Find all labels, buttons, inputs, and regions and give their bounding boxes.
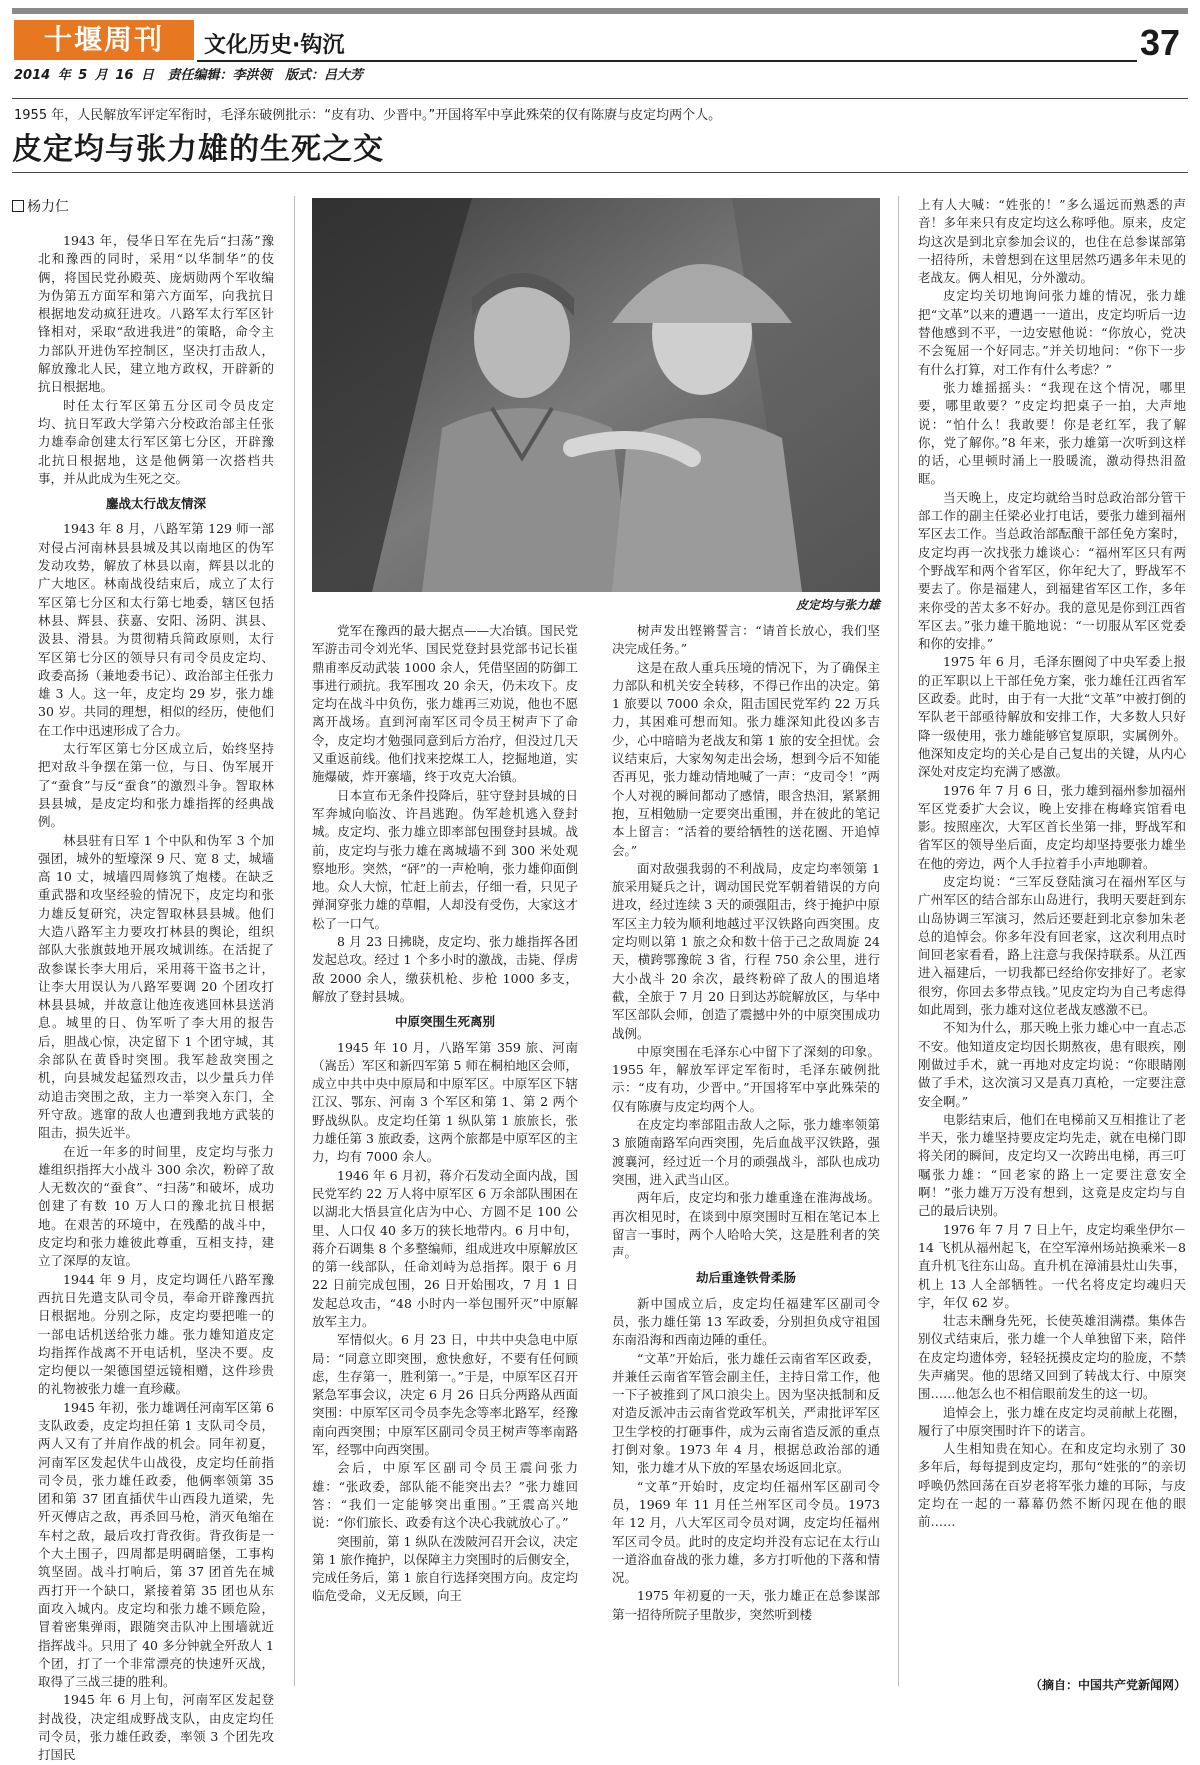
masthead-bar [12, 8, 1188, 14]
subheading: 劫后重逢铁骨柔肠 [695, 1270, 796, 1286]
kicker: 1955 年，人民解放军评定军衔时，毛泽东破例批示：“皮有功、少晋中。”开国将军中享此殊荣的仅有陈赓与皮定均两个人。 [14, 108, 722, 123]
paragraph: 中原突围在毛泽东心中留下了深刻的印象。1955 年，解放军评定军衔时，毛泽东破例批示：“皮有功，少晋中。”开国将军中享此殊荣的仅有陈赓与皮定均两个人。 [612, 1043, 880, 1114]
paragraph: 当天晚上，皮定均就给当时总政治部分管干部工作的副主任梁必业打电话，要张力雄到福州军区去工作。当总政治部酝酿干部任免方案时，皮定均再一次找张力雄谈心：“福州军区只有两个野战军和两个省军区，你年纪大了，野战军不要去了。你是福建人，到福建省军区工作，多年来你受的苦太多不好办。我的意见是你到江西省军区去。”张力雄干脆地说：“一切服从军区党委和你的安排。” [918, 489, 1186, 652]
subheading: 中原突围生死离别 [394, 1014, 495, 1030]
article-column-4 [918, 196, 1186, 1670]
paragraph: 党军在豫西的最大据点——大冶镇。国民党军游击司令刘光华、国民党登封县党部书记长崔鼎甫率反动武装 1000 余人，凭借坚固的防御工事进行顽抗。我军围攻 20 余天，仍未攻下。皮定均在战斗中负伤，张力雄再三劝说，他也不愿离开战场。直到河南军区司令员王树声下了命令，皮定均才勉强同意到后方治疗，但没过几天又重返前线。他们找来挖煤工人，挖掘地道，实施爆破，炸开寨墙，终于攻克大冶镇。 [312, 623, 578, 785]
paragraph: 在近一年多的时间里，皮定均与张力雄组织指挥大小战斗 300 余次，粉碎了敌人无数次的“蚕食”、“扫荡”和破坏，成功创建了有数 10 万人口的豫北抗日根据地。在艰苦的环境中，在残酷的战斗中，皮定均和张力雄彼此尊重，互相支持，建立了深厚的友谊。 [38, 1143, 274, 1269]
column-divider [294, 196, 295, 1686]
paragraph: “文革”开始时，皮定均任福州军区副司令员，1969 年 11 月任兰州军区司令员。1973 年 12 月，八大军区司令员对调，皮定均任福州军区司令员。此时的皮定均并没有忘记在太行山一道浴血奋战的张力雄，多方打听他的下落和情况。 [612, 1478, 880, 1586]
section-title: 文化历史·钩沉 [204, 33, 345, 58]
subheading: 鏖战太行战友情深 [105, 496, 206, 512]
issue-date: 2014 年 5 月 16 日 [14, 68, 154, 83]
paragraph: 1975 年初夏的一天，张力雄正在总参谋部第一招待所院子里散步，突然听到楼 [612, 1588, 880, 1622]
column-divider [898, 196, 899, 1686]
paragraph: 皮定均说：“三军反登陆演习在福州军区与广州军区的结合部东山岛进行，我明天要赶到东山岛协调三军演习，然后还要赶到北京参加朱老总的追悼会。你多年没有回老家，这次利用点时间回老家看看，路上注意与我保持联系。从江西进入福建后，一切我都已经给你安排好了。老家很穷，你回去多带点钱。”见皮定均为自己考虑得如此周到，张力雄对这位老战友感激不已。 [918, 873, 1186, 1018]
divider [12, 172, 1188, 173]
paragraph: 林县驻有日军 1 个中队和伪军 3 个加强团，城外的堑壕深 9 尺、宽 8 丈，城墙高 10 丈，城墙四周修筑了炮楼。在缺乏重武器和攻坚经验的情况下，皮定均和张力雄反复研究，决定智取林县县城。他们大造八路军主力要攻打林县的舆论，组织部队大张旗鼓地开展攻城训练。在活捉了敌参谋长李大用后，采用蒋干盗书之计，让李大用误认为八路军要调 20 个团攻打林县县城，并故意让他连夜逃回林县送消息。城里的日、伪军听了李大用的报告后，胆战心惊，决定留下 1 个团守城，其余部队在黄昏时突围。我军趁敌突围之机，向县城发起猛烈攻击，以少量兵力佯动追击突围之敌，主力一举突入东门，全歼守敌。逃窜的敌人也遭到我地方武装的阻击，损失近半。 [38, 832, 274, 1141]
paragraph: 太行军区第七分区成立后，始终坚持把对敌斗争摆在第一位，与日、伪军展开了“蚕食”与反“蚕食”的激烈斗争。智取林县县城，是皮定均和张力雄指挥的经典战例。 [38, 741, 274, 830]
divider [12, 98, 1188, 99]
paragraph: 1976 年 7 月 7 日上午，皮定均乘坐伊尔－14 飞机从福州起飞，在空军漳州场站换乘米－8 直升机飞往东山岛。直升机在漳浦县灶山失事，机上 13 人全部牺牲。一代名将皮定均魂归天宇，年仅 62 岁。 [918, 1221, 1186, 1310]
paragraph: “文革”开始后，张力雄任云南省军区政委，并兼任云南省军管会副主任，主持日常工作，他一下子被推到了风口浪尖上。因为坚决抵制和反对造反派冲击云南省党政军机关，严肃批评军区卫生学校的打砸事件，成为云南省造反派的重点打倒对象。1973 年 4 月，根据总政治部的通知，张力雄才从下放的军垦农场返回北京。 [612, 1350, 880, 1476]
newspaper-brand: 十堰周刊 [14, 20, 194, 60]
masthead-rule [197, 60, 1137, 62]
paragraph: 1943 年 8 月，八路军第 129 师一部对侵占河南林县县城及其以南地区的伪军发动攻势，解放了林县以南，辉县以北的广大地区。林南战役结束后，成立了太行军区第七分区和太行第七地委，辖区包括林县、辉县、获嘉、安阳、汤阴、淇县、汲县、滑县。为贯彻精兵简政原则，太行军区第七分区的领导只有司令员皮定均、政委高扬（兼地委书记）、政治部主任张力雄 3 人。这一年，皮定均 29 岁，张力雄 30 岁。共同的理想，相似的经历，使他们在工作中迅速形成了合力。 [38, 521, 274, 738]
paragraph: 会后，中原军区副司令员王震问张力雄：“张政委，部队能不能突出去？”张力雄回答：“我们一定能够突出重围。”王震高兴地说：“你们旅长、政委有这个决心我就放心了。” [312, 1460, 578, 1531]
source-credit: （摘自：中国共产党新闻网） [1029, 1678, 1186, 1692]
paragraph: 人生相知贵在知心。在和皮定均永别了 30 多年后，每每提到皮定均，那句“姓张的”的亲切呼唤仍然回荡在百岁老将军张力雄的耳际，与皮定均在一起的一幕幕仍然不断闪现在他的眼前…… [918, 1441, 1186, 1530]
paragraph: 不知为什么，那天晚上张力雄心中一直忐忑不安。他知道皮定均因长期熬夜，患有眼疾，刚刚做过手术，就一再地对皮定均说：“你眼睛刚做了手术，这次演习又是真刀真枪，一定要注意安全啊。” [918, 1020, 1186, 1109]
masthead [12, 8, 1188, 83]
paragraph: 面对敌强我弱的不利战局，皮定均率领第 1 旅采用疑兵之计，调动国民党军朝着错误的方向进攻，经过连续 3 天的顽强阻击，终于掩护中原军区主力较为顺利地越过平汉铁路向西突围。皮定均则以第 1 旅之众和数十倍于己之敌周旋 24 天，横跨鄂豫皖 3 省，行程 750 余公里，进行大小战斗 20 余次，最终粉碎了敌人的围追堵截，全旅于 7 月 20 日到达苏皖解放区，与华中军区部队会师，创造了震撼中外的中原突围成功战例。 [612, 860, 880, 1041]
paragraph: 在皮定均率部阻击敌人之际，张力雄率领第 3 旅随南路军向西突围，先后血战平汉铁路，强渡襄河，经过近一个月的顽强战斗，部队也成功突围，进入武当山区。 [612, 1117, 880, 1187]
page-number: 37 [1139, 22, 1180, 63]
paragraph: 电影结束后，他们在电梯前又互相推让了老半天，张力雄坚持要皮定均先走，就在电梯门即将关闭的瞬间，皮定均又一次跨出电梯，再三叮嘱张力雄：“回老家的路上一定要注意安全啊！”张力雄万万没有想到，这竟是皮定均与自己的最后诀别。 [918, 1111, 1186, 1219]
paragraph: 追悼会上，张力雄在皮定均灵前献上花圈，履行了中原突围时许下的诺言。 [918, 1404, 1186, 1438]
paragraph: 树声发出铿锵誓言：“请首长放心，我们坚决完成任务。” [612, 623, 880, 657]
paragraph: 两年后，皮定均和张力雄重逢在淮海战场。再次相见时，在谈到中原突围时互相在笔记本上留言一事时，两个人哈哈大笑，这是胜利者的笑声。 [612, 1190, 880, 1261]
paragraph: 1944 年 9 月，皮定均调任八路军豫西抗日先遣支队司令员，奉命开辟豫西抗日根据地。分别之际，皮定均要把唯一的一部电话机送给张力雄。张力雄知道皮定均指挥作战离不开电话机，坚决不要。皮定均便以一架德国望远镜相赠，这件珍贵的礼物被张力雄一直珍藏。 [38, 1271, 274, 1397]
paragraph: 日本宣布无条件投降后，驻守登封县城的日军奔城向临汝、许昌逃跑。伪军趁机逃入登封城。皮定均、张力雄立即率部包围登封县城。战前，皮定均与张力雄在离城墙不到 300 米处观察地形。突然，“砰”的一声枪响，张力雄仰面倒地。众人大惊，忙赶上前去，仔细一看，只见子弹洞穿张力雄的草帽，人却没有受伤，大家这才松了一口气。 [312, 787, 578, 931]
article-column-1 [38, 232, 274, 1763]
photo-image [312, 198, 880, 592]
layout-credit: 版式：吕大芳 [285, 68, 364, 83]
paragraph: 8 月 23 日拂晓，皮定均、张力雄指挥各团发起总攻。经过 1 个多小时的激战，击毙、俘虏敌 2000 余人，缴获机枪、步枪 1000 多支，解放了登封县城。 [312, 934, 578, 1004]
paragraph: 上有人大喊：“姓张的！”多么遥远而熟悉的声音！多年来只有皮定均这么称呼他。原来，皮定均这次是到北京参加会议的，也住在总参谋部第一招待所，未曾想到在这里居然巧遇多年未见的老战友。俩人相见，分外激动。 [918, 197, 1186, 286]
paragraph: 新中国成立后，皮定均任福建军区副司令员，张力雄任第 13 军政委，分别担负戍守祖国东南沿海和西南边陲的重任。 [612, 1295, 880, 1348]
author-byline [12, 196, 69, 216]
paragraph: 张力雄摇摇头：“我现在这个情况，哪里要，哪里敢要？”皮定均把桌子一拍，大声地说：“怕什么！我敢要！你是老红军，我了解你，党了解你。”8 年来，张力雄第一次听到这样的话，心里顿时涌上一股暖流，激动得热泪盈眶。 [918, 379, 1186, 487]
article-column-2 [312, 622, 578, 1692]
paragraph: 1945 年初，张力雄调任河南军区第 6 支队政委，皮定均担任第 1 支队司令员，两人又有了并肩作战的机会。同年初夏，河南军区发起伏牛山战役，皮定均任前指司令员，张力雄任政委，他俩率领第 35 团和第 37 团直插伏牛山西段九道梁，先歼灭傅店之敌，再杀回马枪，消灭龟缩在车村之敌，最后攻打背孜街。背孜街是一个大土围子，四周都是明碉暗堡，工事构筑坚固。战斗打响后，第 37 团首先在城西打开一个缺口，紧接着第 35 团也从东面攻入城内。皮定均和张力雄不顾危险，冒着密集弹雨，跟随突击队冲上围墙就近指挥战斗。只用了 40 多分钟就全歼敌人 1 个团，打了一个非常漂亮的快速歼灭战，取得了三战三捷的胜利。 [38, 1399, 274, 1690]
paragraph: 1976 年 7 月 6 日，张力雄到福州参加福州军区党委扩大会议，晚上安排在梅峰宾馆看电影。按照座次，大军区首长坐第一排，野战军和省军区的领导坐后面，皮定均却坚持要张力雄坐在他的旁边，两个人手拉着手小声地聊着。 [918, 782, 1186, 871]
paragraph: 时任太行军区第五分区司令员皮定均、抗日军政大学第六分校政治部主任张力雄奉命创建太行军区第七分区，开辟豫北抗日根据地，这是他俩第一次搭档共事，并从此成为生死之交。 [38, 397, 274, 486]
paragraph: 壮志未酬身先死，长使英雄泪满襟。集体告别仪式结束后，张力雄一个人单独留下来，陪伴在皮定均遗体旁，轻轻抚摸皮定均的脸庞，不禁失声痛哭。他的思绪又回到了转战太行、中原突围……他怎么也不相信眼前发生的这一切。 [918, 1313, 1186, 1402]
paragraph: 1946 年 6 月初，蒋介石发动全面内战，国民党军约 22 万人将中原军区 6 万余部队围困在以湖北大悟县宣化店为中心、方圆不足 100 公里、人口仅 40 多万的狭长地带内。6 月中旬，蒋介石调集 8 个多整编师，组成进攻中原解放区的第一线部队，任命刘峙为总指挥。限于 6 月 22 日前完成包围，26 日开始围攻，7 月 1 日发起总攻击，“48 小时内一举包围歼灭”中原解放军主力。 [312, 1167, 578, 1329]
editor-credit: 责任编辑：李洪领 [167, 68, 272, 83]
paragraph: 这是在敌人重兵压境的情况下，为了确保主力部队和机关安全转移，不得已作出的决定。第 1 旅要以 7000 余众，阻击国民党军约 22 万兵力，其困难可想而知。张力雄深知此役凶多吉少，心中暗暗为老战友和第 1 旅的安全担忧。会议结束后，大家匆匆走出会场，想到今后不知能否再见，张力雄动情地喊了一声：“皮司令！”两个人对视的瞬间都动了感情，眼含热泪，紧紧拥抱，互相勉励一定要突出重围，并在彼此的笔记本上留言：“活着的要给牺牲的送花圈、开追悼会。” [612, 659, 880, 858]
paragraph: 军情似火。6 月 23 日，中共中央急电中原局：“同意立即突围，愈快愈好，不要有任何顾虑，生存第一，胜利第一。”于是，中原军区召开紧急军事会议，决定 6 月 26 日兵分两路从西面突围：中原军区司令员李先念等率北路军，经豫南向西突围；中原军区副司令员王树声等率南路军，经鄂中向西突围。 [312, 1332, 578, 1458]
paragraph: 皮定均关切地询问张力雄的情况，张力雄把“文革”以来的遭遇一一道出，皮定均听后一边替他感到不平，一边安慰他说：“你放心，党决不会冤屈一个好同志。”并关切地问：“你下一步有什么打算，对工作有什么考虑？” [918, 288, 1186, 377]
article-column-3 [612, 622, 880, 1692]
paragraph: 1943 年，侵华日军在先后“扫荡”豫北和豫西的同时，采用“以华制华”的伎俩，将国民党孙殿英、庞炳勋两个军收编为伪第五方面军和第六方面军，向我抗日根据地发动疯狂进攻。八路军太行军区针锋相对，采取“敌进我进”的策略，命令主力部队开进伪军控制区，坚决打击敌人，解放豫北人民，建立地方政权，开辟新的抗日根据地。 [38, 233, 274, 395]
page-title: 皮定均与张力雄的生死之交 [12, 132, 384, 167]
paragraph: 1945 年 6 月上旬，河南军区发起登封战役，决定组成野战支队，由皮定均任司令员，张力雄任政委，率领 3 个团先攻打国民 [38, 1692, 274, 1763]
byline-box-icon [12, 200, 24, 212]
dateline [14, 64, 369, 83]
historical-photo [312, 198, 880, 592]
paragraph: 突围前，第 1 纵队在泼陂河召开会议，决定第 1 旅作掩护，以保障主力突围时的后侧安全，完成任务后，第 1 旅自行选择突围方向。皮定均临危受命，义无反顾，向王 [312, 1533, 578, 1604]
photo-caption: 皮定均与张力雄 [795, 598, 880, 612]
paragraph: 1975 年 6 月，毛泽东圈阅了中央军委上报的正军职以上干部任免方案，张力雄任江西省军区政委。此时，由于有一大批“文革”中被打倒的军队老干部亟待解放和安排工作，大多数人只好降一级使用，张力雄能够官复原职，实属例外。他深知皮定均的关心是自己复出的关键，从内心深处对皮定均充满了感激。 [918, 654, 1186, 780]
paragraph: 1945 年 10 月，八路军第 359 旅、河南（嵩岳）军区和新四军第 5 师在桐柏地区会师，成立中共中央中原局和中原军区。中原军区下辖江汉、鄂东、河南 3 个军区和第 1、第 2 两个野战纵队。皮定均任第 1 纵队第 1 旅旅长，张力雄任第 3 旅政委，这两个旅都是中原军区的主力，均有 7000 余人。 [312, 1039, 578, 1165]
author-name: 杨力仁 [27, 199, 69, 215]
